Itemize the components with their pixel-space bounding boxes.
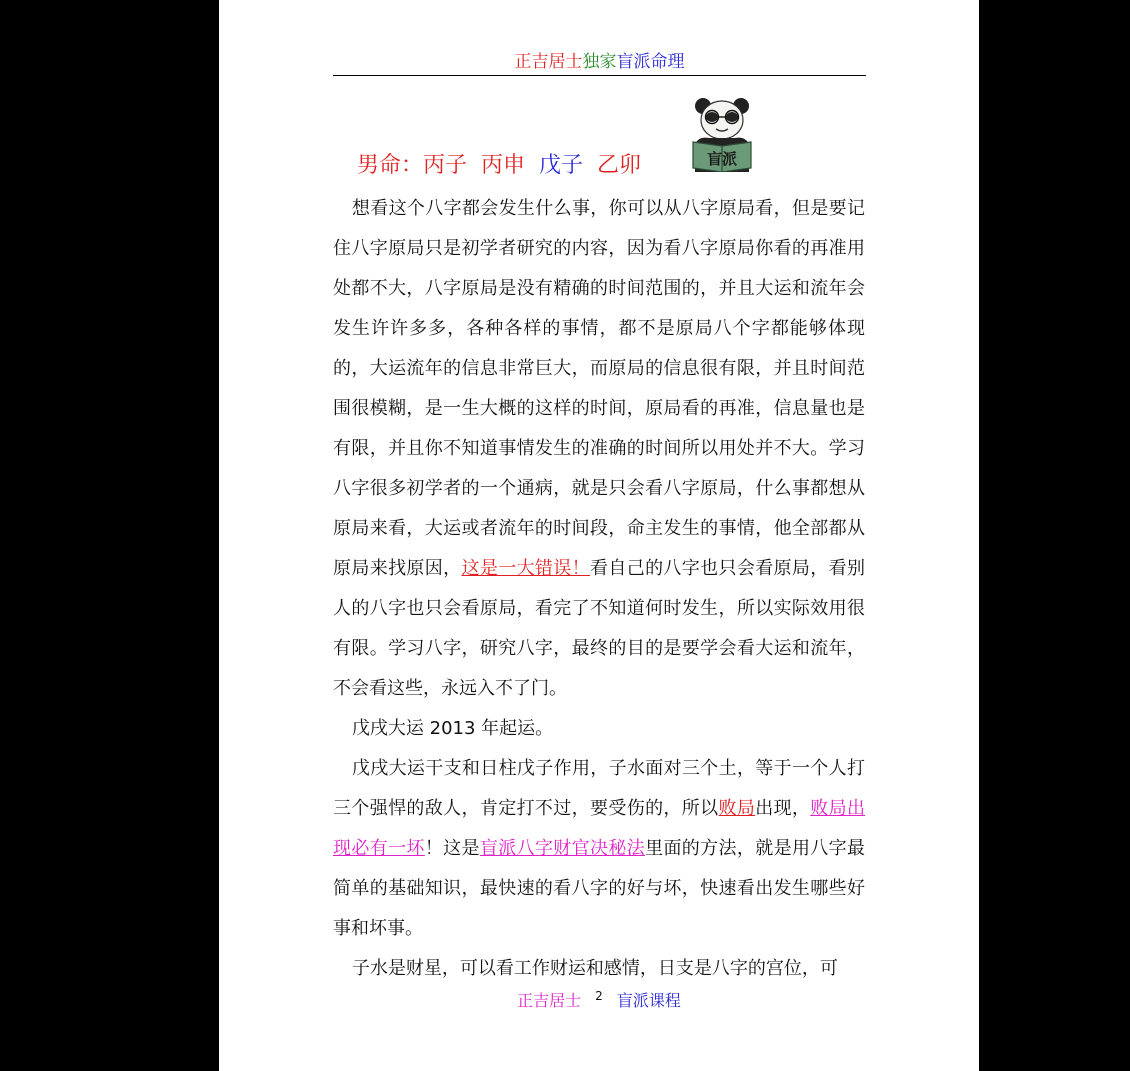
p3-highlight-defeat: 败局 bbox=[718, 798, 756, 819]
footer-course: 盲派课程 bbox=[616, 991, 681, 1010]
document-page bbox=[219, 0, 979, 1071]
title-hour-pillar: 乙卯 bbox=[583, 153, 641, 178]
p3-text-b: 出现， bbox=[755, 798, 811, 819]
panda-meme-icon bbox=[689, 96, 755, 172]
page-footer bbox=[333, 984, 865, 1013]
header-topic: 盲派命理 bbox=[616, 52, 685, 72]
p1-highlight-error: 这是一大错误！ bbox=[461, 558, 590, 579]
p3-text-d: 里面的方法，就是用八字最简单的基础知识，最快速的看八字的好与坏，快速看出发生哪些好事和坏事。 bbox=[333, 838, 866, 939]
sticker-text: 盲派 bbox=[706, 150, 738, 168]
footer-author: 正吉居士 bbox=[517, 991, 582, 1010]
p3-text-a: 戊戌大运干支和日柱戊子作用，子水面对三个土，等于一个人打三个强悍的敌人，肯定打不过，要受伤的，所以 bbox=[333, 758, 865, 819]
bazi-title bbox=[357, 150, 641, 182]
header-exclusive: 独家 bbox=[582, 52, 617, 72]
title-day-pillar: 戊子 bbox=[538, 153, 583, 178]
p1-text-a: 想看这个八字都会发生什么事，你可以从八字原局看，但是要记住八字原局只是初学者研究的内容，因为看八字原局你看的再准用处都不大，八字原局是没有精确的时间范围的，并且大运和流年会发生许许多多，各种各样的事情，都不是原局八个字都能够体现的，大运流年的信息非常巨大，而原局的信息很有限，并且时间范围很模糊，是一生大概的这样的时间，原局看的再准，信息量也是有限，并且你不知道事情发生的准确的时间所以用处并不大。学习八字很多初学者的一个通病，就是只会看八字原局，什么事都想从原局来看，大运或者流年的时间段，命主发生的事情，他全部都从原局来找原因， bbox=[333, 198, 865, 579]
page-header bbox=[333, 50, 866, 76]
p3-highlight-rule: 败局出现必有一坏 bbox=[333, 798, 866, 859]
paragraph-2: 戊戌大运 2013 年起运。 bbox=[351, 718, 554, 739]
title-prefix: 男命：丙子 丙申 bbox=[357, 153, 539, 178]
p3-highlight-method: 盲派八字财官决秘法 bbox=[479, 838, 646, 859]
paragraph-4: 子水是财星，可以看工作财运和感情，日支是八字的宫位，可 bbox=[351, 958, 838, 979]
header-author: 正吉居士 bbox=[514, 52, 583, 72]
p1-text-b: 看自己的八字也只会看原局，看别人的八字也只会看原局，看完了不知道何时发生，所以实际效用很有限。学习八字，研究八字，最终的目的是要学会看大运和流年，不会看这些，永远入不了门。 bbox=[333, 558, 865, 699]
paragraph-1 bbox=[333, 189, 865, 709]
page-number: 2 bbox=[595, 989, 603, 1003]
document-body bbox=[333, 189, 865, 989]
paragraph-3 bbox=[333, 749, 865, 949]
p3-text-c: ！这是 bbox=[424, 838, 480, 859]
